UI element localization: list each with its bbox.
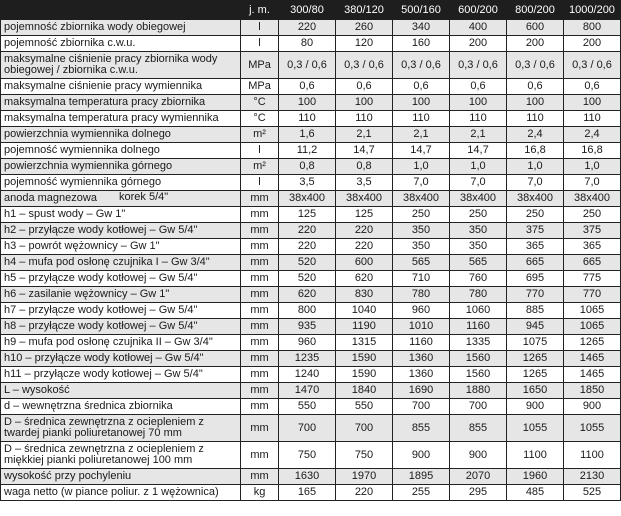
row-parameter — [1, 383, 241, 399]
table-row — [1, 442, 621, 469]
table-row — [1, 255, 621, 271]
row-value: 945 — [507, 319, 564, 335]
row-value: 365 — [564, 239, 621, 255]
row-value: 1560 — [450, 367, 507, 383]
row-value: 1,0 — [564, 159, 621, 175]
row-value: 520 — [279, 255, 336, 271]
row-value: 1,6 — [279, 127, 336, 143]
row-value: 295 — [450, 485, 507, 501]
row-value: 0,6 — [336, 79, 393, 95]
row-value: 100 — [564, 95, 621, 111]
row-value: 830 — [336, 287, 393, 303]
row-parameter-label: h1 – spust wody – Gw 1" — [4, 208, 126, 220]
row-unit: mm — [241, 223, 279, 239]
row-value: 110 — [393, 111, 450, 127]
row-value: 525 — [564, 485, 621, 501]
table-row — [1, 111, 621, 127]
row-value: 125 — [336, 207, 393, 223]
row-parameter — [1, 415, 241, 442]
row-value: 1100 — [507, 442, 564, 469]
row-value: 750 — [336, 442, 393, 469]
row-parameter-label: h11 – przyłącze wody kotłowej – Gw 5/4" — [4, 368, 203, 380]
row-value: 11,2 — [279, 143, 336, 159]
header-model: 600/200 — [450, 1, 507, 20]
row-value: 7,0 — [450, 175, 507, 191]
row-parameter-label: h4 – mufa pod osłonę czujnika I – Gw 3/4" — [4, 256, 210, 268]
row-value: 1465 — [564, 367, 621, 383]
row-parameter-label: D – średnica zewnętrzna z ociepleniem z miękkiej pianki poliuretanowej 100 mm — [4, 443, 204, 466]
table-row — [1, 319, 621, 335]
row-value: 1055 — [564, 415, 621, 442]
row-value: 1470 — [279, 383, 336, 399]
row-value: 16,8 — [564, 143, 621, 159]
row-value: 200 — [564, 36, 621, 52]
row-parameter-label: h5 – przyłącze wody kotłowej – Gw 5/4" — [4, 272, 198, 284]
row-parameter — [1, 79, 241, 95]
row-value: 695 — [507, 271, 564, 287]
row-value: 38x400 — [393, 191, 450, 207]
row-value: 7,0 — [507, 175, 564, 191]
row-value: 2070 — [450, 469, 507, 485]
row-unit: MPa — [241, 52, 279, 79]
row-value: 1690 — [393, 383, 450, 399]
table-row — [1, 351, 621, 367]
row-parameter — [1, 191, 241, 207]
row-parameter-label: pojemność wymiennika górnego — [4, 176, 162, 188]
row-value: 260 — [336, 20, 393, 36]
table-row — [1, 95, 621, 111]
table-row — [1, 36, 621, 52]
row-value: 1075 — [507, 335, 564, 351]
row-parameter — [1, 255, 241, 271]
row-value: 110 — [450, 111, 507, 127]
row-value: 665 — [507, 255, 564, 271]
row-value: 1160 — [450, 319, 507, 335]
row-value: 0,6 — [279, 79, 336, 95]
row-parameter — [1, 442, 241, 469]
row-parameter-label: wysokość przy pochyleniu — [4, 470, 132, 482]
table-row — [1, 335, 621, 351]
row-value: 1265 — [564, 335, 621, 351]
row-value: 350 — [450, 223, 507, 239]
header-model: 1000/200 — [564, 1, 621, 20]
row-parameter-label: maksymalna temperatura pracy zbiornika — [4, 96, 206, 108]
row-value: 100 — [507, 95, 564, 111]
spec-table-body — [1, 20, 621, 501]
row-value: 38x400 — [507, 191, 564, 207]
row-value: 7,0 — [393, 175, 450, 191]
row-unit: kg — [241, 485, 279, 501]
row-value: 710 — [393, 271, 450, 287]
row-value: 200 — [450, 36, 507, 52]
row-unit: °C — [241, 95, 279, 111]
row-value: 160 — [393, 36, 450, 52]
row-value: 3,5 — [279, 175, 336, 191]
row-value: 200 — [507, 36, 564, 52]
row-value: 600 — [336, 255, 393, 271]
row-parameter-label: L – wysokość — [4, 384, 70, 396]
row-parameter — [1, 143, 241, 159]
row-unit: mm — [241, 191, 279, 207]
table-row — [1, 159, 621, 175]
row-value: 520 — [279, 271, 336, 287]
row-unit: mm — [241, 415, 279, 442]
row-value: 16,8 — [507, 143, 564, 159]
row-unit: mm — [241, 207, 279, 223]
row-value: 485 — [507, 485, 564, 501]
row-value: 100 — [450, 95, 507, 111]
row-parameter — [1, 469, 241, 485]
row-value: 1360 — [393, 351, 450, 367]
row-value: 1060 — [450, 303, 507, 319]
row-value: 1590 — [336, 367, 393, 383]
row-value: 760 — [450, 271, 507, 287]
row-parameter-label: h7 – przyłącze wody kotłowej – Gw 5/4" — [4, 304, 198, 316]
row-value: 770 — [507, 287, 564, 303]
row-unit: °C — [241, 111, 279, 127]
table-row — [1, 303, 621, 319]
row-value: 0,3 / 0,6 — [279, 52, 336, 79]
row-value: 1960 — [507, 469, 564, 485]
row-value: 110 — [279, 111, 336, 127]
row-value: 700 — [279, 415, 336, 442]
table-row — [1, 367, 621, 383]
row-value: 0,3 / 0,6 — [564, 52, 621, 79]
row-value: 2,1 — [450, 127, 507, 143]
row-parameter — [1, 399, 241, 415]
header-row — [1, 1, 621, 20]
row-parameter-label: h10 – przyłącze wody kotłowej – Gw 5/4" — [4, 352, 204, 364]
row-value: 80 — [279, 36, 336, 52]
table-row — [1, 20, 621, 36]
row-value: 935 — [279, 319, 336, 335]
row-value: 255 — [393, 485, 450, 501]
row-value: 1240 — [279, 367, 336, 383]
row-value: 885 — [507, 303, 564, 319]
row-value: 400 — [450, 20, 507, 36]
row-value: 125 — [279, 207, 336, 223]
row-value: 14,7 — [336, 143, 393, 159]
row-value: 1,0 — [507, 159, 564, 175]
row-value: 700 — [336, 415, 393, 442]
row-value: 1360 — [393, 367, 450, 383]
row-value: 550 — [336, 399, 393, 415]
row-value: 1190 — [336, 319, 393, 335]
row-value: 1630 — [279, 469, 336, 485]
header-model: 800/200 — [507, 1, 564, 20]
row-parameter-extra: korek 5/4" — [119, 191, 169, 203]
row-value: 2,1 — [393, 127, 450, 143]
header-model: 500/160 — [393, 1, 450, 20]
row-value: 0,3 / 0,6 — [507, 52, 564, 79]
row-value: 1970 — [336, 469, 393, 485]
row-value: 600 — [507, 20, 564, 36]
row-value: 855 — [393, 415, 450, 442]
row-unit: mm — [241, 239, 279, 255]
row-value: 800 — [279, 303, 336, 319]
row-value: 250 — [450, 207, 507, 223]
row-parameter-label: anoda magnezowa — [4, 192, 97, 204]
row-value: 1265 — [507, 367, 564, 383]
row-value: 1040 — [336, 303, 393, 319]
row-parameter — [1, 223, 241, 239]
row-value: 375 — [507, 223, 564, 239]
row-value: 780 — [393, 287, 450, 303]
row-value: 665 — [564, 255, 621, 271]
row-value: 770 — [564, 287, 621, 303]
row-value: 250 — [564, 207, 621, 223]
row-value: 250 — [393, 207, 450, 223]
row-value: 365 — [507, 239, 564, 255]
row-value: 2,4 — [564, 127, 621, 143]
row-value: 38x400 — [564, 191, 621, 207]
row-value: 550 — [279, 399, 336, 415]
row-value: 700 — [450, 399, 507, 415]
row-value: 0,3 / 0,6 — [450, 52, 507, 79]
row-value: 120 — [336, 36, 393, 52]
row-value: 1065 — [564, 319, 621, 335]
row-parameter-label: D – średnica zewnętrzna z ociepleniem z twardej pianki poliuretanowej 70 mm — [4, 416, 204, 439]
row-parameter — [1, 127, 241, 143]
row-value: 0,3 / 0,6 — [393, 52, 450, 79]
row-value: 775 — [564, 271, 621, 287]
row-value: 780 — [450, 287, 507, 303]
row-unit: mm — [241, 335, 279, 351]
row-value: 100 — [279, 95, 336, 111]
row-value: 1010 — [393, 319, 450, 335]
row-unit: l — [241, 36, 279, 52]
row-unit: MPa — [241, 79, 279, 95]
row-value: 1895 — [393, 469, 450, 485]
row-value: 900 — [507, 399, 564, 415]
row-value: 2,1 — [336, 127, 393, 143]
row-parameter-label: maksymalne ciśnienie pracy zbiornika wody obiegowej / zbiornika c.w.u. — [4, 53, 218, 76]
row-value: 220 — [336, 239, 393, 255]
row-value: 0,3 / 0,6 — [336, 52, 393, 79]
row-unit: mm — [241, 469, 279, 485]
row-parameter — [1, 20, 241, 36]
row-value: 350 — [450, 239, 507, 255]
row-value: 38x400 — [279, 191, 336, 207]
header-model: 380/120 — [336, 1, 393, 20]
row-value: 250 — [507, 207, 564, 223]
row-unit: mm — [241, 367, 279, 383]
row-parameter — [1, 335, 241, 351]
row-parameter — [1, 36, 241, 52]
row-value: 0,8 — [336, 159, 393, 175]
row-value: 960 — [393, 303, 450, 319]
table-row — [1, 223, 621, 239]
row-unit: mm — [241, 271, 279, 287]
header-unit: j. m. — [241, 1, 279, 20]
row-value: 3,5 — [336, 175, 393, 191]
table-row — [1, 143, 621, 159]
row-value: 620 — [279, 287, 336, 303]
row-parameter-label: pojemność wymiennika dolnego — [4, 144, 160, 156]
row-parameter — [1, 287, 241, 303]
row-parameter-label: h6 – zasilanie wężownicy – Gw 1" — [4, 288, 170, 300]
row-value: 855 — [450, 415, 507, 442]
header-param — [1, 1, 241, 20]
row-value: 1055 — [507, 415, 564, 442]
row-unit: m² — [241, 159, 279, 175]
row-value: 1235 — [279, 351, 336, 367]
header-model: 300/80 — [279, 1, 336, 20]
row-value: 2130 — [564, 469, 621, 485]
row-value: 0,6 — [450, 79, 507, 95]
row-unit: mm — [241, 319, 279, 335]
row-value: 100 — [336, 95, 393, 111]
table-row — [1, 127, 621, 143]
row-value: 350 — [393, 223, 450, 239]
row-value: 110 — [507, 111, 564, 127]
row-value: 100 — [393, 95, 450, 111]
row-parameter-label: powierzchnia wymiennika dolnego — [4, 128, 171, 140]
table-row — [1, 399, 621, 415]
row-value: 220 — [336, 223, 393, 239]
table-row — [1, 485, 621, 501]
row-value: 1,0 — [393, 159, 450, 175]
row-value: 1465 — [564, 351, 621, 367]
row-value: 0,6 — [393, 79, 450, 95]
row-value: 110 — [564, 111, 621, 127]
row-parameter — [1, 485, 241, 501]
row-value: 0,6 — [564, 79, 621, 95]
row-parameter — [1, 367, 241, 383]
row-value: 165 — [279, 485, 336, 501]
table-row — [1, 271, 621, 287]
row-unit: m² — [241, 127, 279, 143]
row-value: 0,8 — [279, 159, 336, 175]
row-value: 375 — [564, 223, 621, 239]
row-value: 1265 — [507, 351, 564, 367]
row-value: 38x400 — [336, 191, 393, 207]
table-row — [1, 175, 621, 191]
row-value: 1850 — [564, 383, 621, 399]
row-value: 1880 — [450, 383, 507, 399]
row-parameter — [1, 95, 241, 111]
row-value: 1840 — [336, 383, 393, 399]
row-unit: mm — [241, 303, 279, 319]
row-value: 1,0 — [450, 159, 507, 175]
row-parameter-label: maksymalne ciśnienie pracy wymiennika — [4, 80, 203, 92]
row-unit: mm — [241, 287, 279, 303]
row-value: 220 — [279, 239, 336, 255]
table-row — [1, 191, 621, 207]
row-value: 220 — [279, 223, 336, 239]
table-row — [1, 79, 621, 95]
row-unit: mm — [241, 351, 279, 367]
row-value: 0,6 — [507, 79, 564, 95]
row-unit: mm — [241, 442, 279, 469]
table-row — [1, 52, 621, 79]
row-value: 110 — [336, 111, 393, 127]
row-unit: l — [241, 20, 279, 36]
row-parameter-label: powierzchnia wymiennika górnego — [4, 160, 173, 172]
row-unit: l — [241, 175, 279, 191]
row-value: 350 — [393, 239, 450, 255]
table-row — [1, 383, 621, 399]
row-value: 1160 — [393, 335, 450, 351]
row-value: 1065 — [564, 303, 621, 319]
table-row — [1, 287, 621, 303]
row-value: 7,0 — [564, 175, 621, 191]
row-value: 900 — [450, 442, 507, 469]
row-value: 565 — [393, 255, 450, 271]
row-value: 620 — [336, 271, 393, 287]
row-parameter — [1, 271, 241, 287]
row-value: 1560 — [450, 351, 507, 367]
row-parameter-label: h8 – przyłącze wody kotłowej – Gw 5/4" — [4, 320, 198, 332]
table-row — [1, 415, 621, 442]
row-value: 960 — [279, 335, 336, 351]
row-value: 14,7 — [393, 143, 450, 159]
row-parameter — [1, 319, 241, 335]
row-parameter — [1, 159, 241, 175]
row-parameter — [1, 239, 241, 255]
row-parameter — [1, 111, 241, 127]
row-parameter-label: pojemność zbiornika wody obiegowej — [4, 21, 186, 33]
row-value: 1315 — [336, 335, 393, 351]
row-parameter — [1, 175, 241, 191]
row-parameter-label: waga netto (w piance poliur. z 1 wężownica) — [4, 486, 219, 498]
row-value: 700 — [393, 399, 450, 415]
row-unit: mm — [241, 255, 279, 271]
row-parameter — [1, 303, 241, 319]
row-value: 2,4 — [507, 127, 564, 143]
row-value: 800 — [564, 20, 621, 36]
row-value: 565 — [450, 255, 507, 271]
row-parameter — [1, 207, 241, 223]
row-value: 900 — [393, 442, 450, 469]
row-value: 1650 — [507, 383, 564, 399]
row-value: 1590 — [336, 351, 393, 367]
table-row — [1, 239, 621, 255]
row-parameter-label: h3 – powrót wężownicy – Gw 1" — [4, 240, 160, 252]
row-unit: l — [241, 143, 279, 159]
row-value: 220 — [336, 485, 393, 501]
row-unit: mm — [241, 383, 279, 399]
row-value: 1100 — [564, 442, 621, 469]
row-value: 1335 — [450, 335, 507, 351]
row-parameter-label: h2 – przyłącze wody kotłowej – Gw 5/4" — [4, 224, 198, 236]
row-value: 14,7 — [450, 143, 507, 159]
row-parameter — [1, 351, 241, 367]
row-parameter-label: maksymalna temperatura pracy wymiennika — [4, 112, 219, 124]
table-row — [1, 469, 621, 485]
row-parameter — [1, 52, 241, 79]
row-value: 220 — [279, 20, 336, 36]
row-parameter-label: pojemność zbiornika c.w.u. — [4, 37, 136, 49]
table-row — [1, 207, 621, 223]
row-unit: mm — [241, 399, 279, 415]
row-value: 750 — [279, 442, 336, 469]
row-parameter-label: d – wewnętrzna średnica zbiornika — [4, 400, 173, 412]
row-value: 900 — [564, 399, 621, 415]
row-parameter-label: h9 – mufa pod osłonę czujnika II – Gw 3/4" — [4, 336, 213, 348]
row-value: 340 — [393, 20, 450, 36]
row-value: 38x400 — [450, 191, 507, 207]
